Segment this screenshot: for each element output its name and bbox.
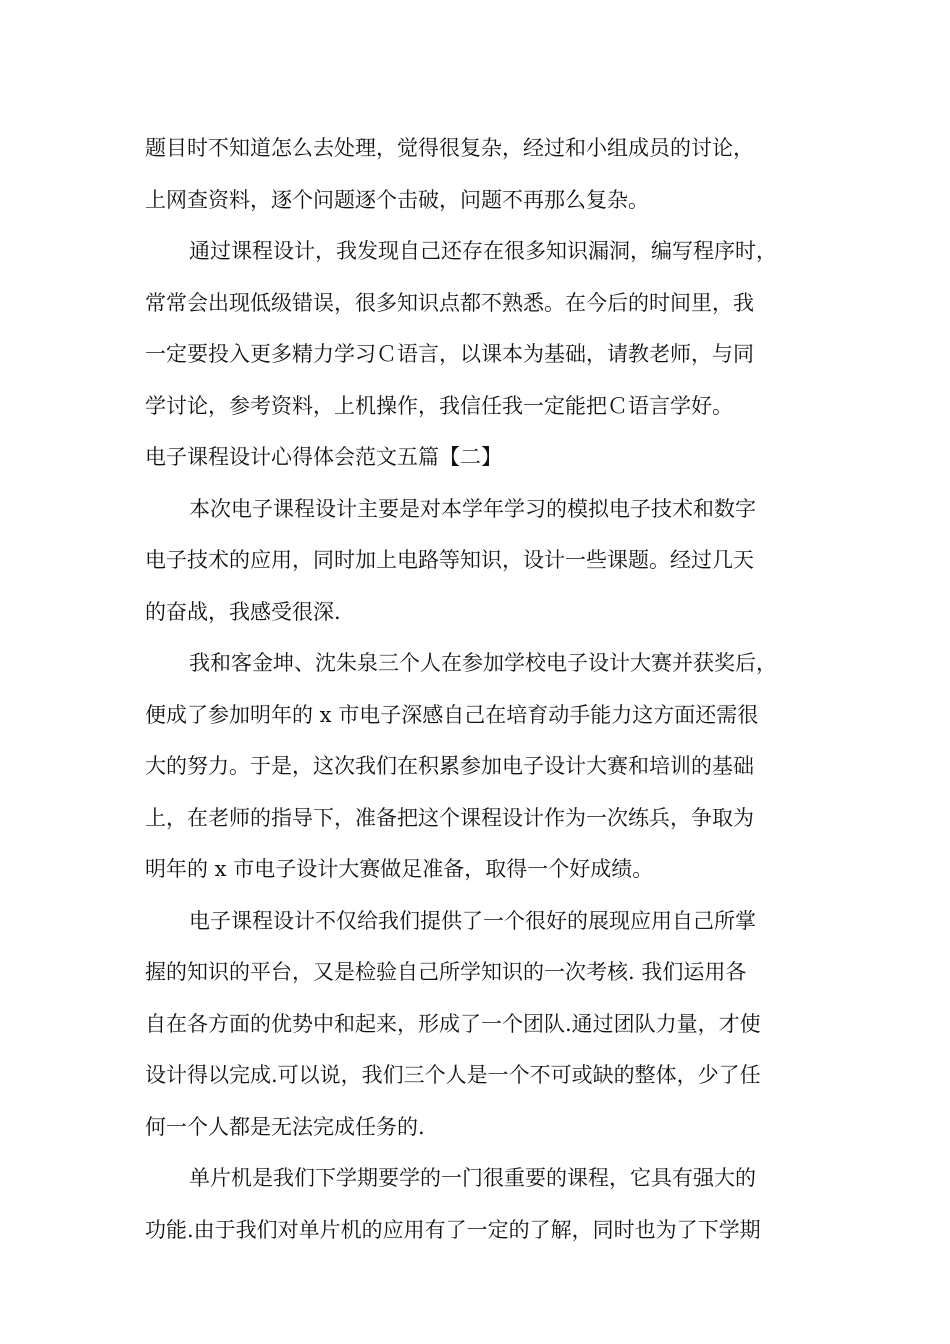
text-line: 常常会出现低级错误，很多知识点都不熟悉。在今后的时间里，我 bbox=[145, 290, 754, 315]
text-line: 的奋战，我感受很深. bbox=[145, 599, 341, 624]
text-line: 题目时不知道怎么去处理，觉得很复杂，经过和小组成员的讨论， bbox=[145, 136, 754, 160]
text-line: 设计得以完成.可以说，我们三个人是一个不可或缺的整体，少了任 bbox=[145, 1063, 761, 1087]
text-line: 明年的 x 市电子设计大赛做足准备，取得一个好成绩。 bbox=[145, 857, 654, 881]
text-line: 上，在老师的指导下，准备把这个课程设计作为一次练兵，争取为 bbox=[145, 805, 754, 830]
text-line: 电子课程设计心得体会范文五篇【二】 bbox=[145, 445, 502, 469]
text-line: 通过课程设计，我发现自己还存在很多知识漏洞，编写程序时， bbox=[189, 239, 777, 263]
document-body bbox=[145, 128, 815, 1261]
text-line: 上网查资料，逐个问题逐个击破，问题不再那么复杂。 bbox=[145, 187, 649, 212]
text-line: 握的知识的平台，又是检验自己所学知识的一次考核. 我们运用各 bbox=[145, 960, 747, 984]
text-line: 电子技术的应用，同时加上电路等知识，设计一些课题。经过几天 bbox=[145, 548, 754, 572]
text-line: 大的努力。于是，这次我们在积累参加电子设计大赛和培训的基础 bbox=[145, 754, 754, 778]
text-line: 一定要投入更多精力学习Ｃ语言，以课本为基础，请教老师，与同 bbox=[145, 342, 754, 366]
text-line: 功能.由于我们对单片机的应用有了一定的了解，同时也为了下学期 bbox=[145, 1217, 761, 1242]
text-line: 何一个人都是无法完成任务的. bbox=[145, 1114, 425, 1139]
text-line: 单片机是我们下学期要学的一门很重要的课程，它具有强大的 bbox=[189, 1166, 756, 1190]
text-line: 便成了参加明年的 x 市电子深感自己在培育动手能力这方面还需很 bbox=[145, 702, 759, 727]
text-line: 本次电子课程设计主要是对本学年学习的模拟电子技术和数字 bbox=[189, 496, 756, 521]
text-line: 电子课程设计不仅给我们提供了一个很好的展现应用自己所掌 bbox=[189, 908, 756, 933]
text-line: 自在各方面的优势中和起来，形成了一个团队.通过团队力量，才使 bbox=[145, 1011, 761, 1036]
text-line: 学讨论，参考资料，上机操作，我信任我一定能把Ｃ语言学好。 bbox=[145, 393, 733, 418]
text-line: 我和客金坤、沈朱泉三个人在参加学校电子设计大赛并获奖后， bbox=[189, 651, 777, 675]
